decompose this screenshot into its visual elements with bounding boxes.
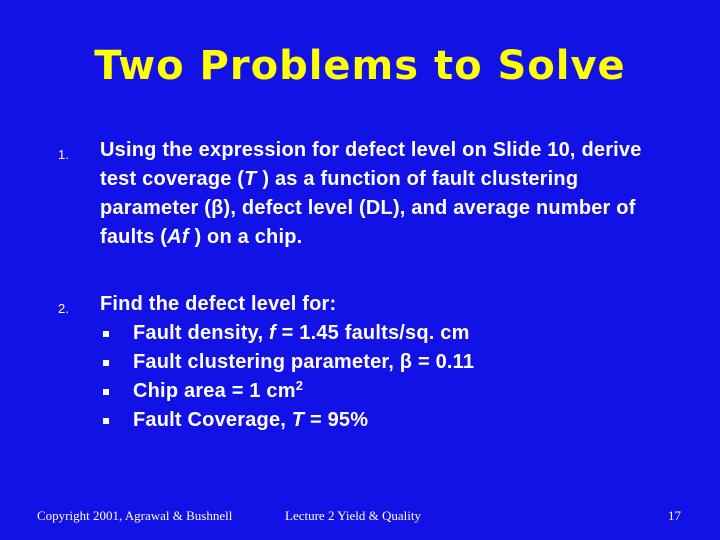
superscript: 2 bbox=[295, 378, 304, 393]
variable-T: T bbox=[291, 409, 305, 431]
variable-Af: Af bbox=[167, 226, 189, 248]
text-segment: ) on a chip. bbox=[188, 226, 303, 248]
sub-item-clustering bbox=[100, 348, 680, 377]
sub-text: Chip area = 1 cm bbox=[133, 380, 296, 402]
square-bullet-icon bbox=[103, 331, 109, 337]
footer-lecture: Lecture 2 Yield & Quality bbox=[285, 508, 421, 523]
sub-item-coverage bbox=[100, 406, 680, 435]
problem-item-2 bbox=[58, 290, 680, 435]
item-number: 2. bbox=[58, 301, 70, 316]
sub-text: = 1.45 faults/sq. cm bbox=[275, 322, 470, 344]
item-lead: Find the defect level for: bbox=[100, 293, 337, 315]
footer-copyright: Copyright 2001, Agrawal & Bushnell bbox=[37, 508, 233, 523]
sub-item-chip-area bbox=[100, 377, 680, 406]
sub-text: Fault density, bbox=[133, 322, 269, 344]
text-segment: Using the expression for defect level on Slide 10, derive test coverage ( bbox=[100, 139, 642, 190]
text-segment: ) as a function of fault clustering parameter (β), defect level (DL), and average number of faults ( bbox=[100, 168, 636, 248]
variable-T: T bbox=[244, 168, 257, 190]
square-bullet-icon bbox=[103, 360, 109, 366]
sub-text: Fault clustering parameter, β = 0.11 bbox=[133, 351, 475, 373]
sub-item-fault-density bbox=[100, 319, 680, 348]
item-text bbox=[100, 139, 642, 248]
problem-item-1 bbox=[58, 136, 680, 252]
variable-f: f bbox=[268, 322, 276, 344]
item-number: 1. bbox=[58, 147, 70, 162]
slide-title: Two Problems to Solve bbox=[94, 43, 626, 89]
page-number: 17 bbox=[668, 508, 681, 523]
square-bullet-icon bbox=[103, 389, 109, 395]
square-bullet-icon bbox=[103, 418, 109, 424]
sub-text: = 95% bbox=[304, 409, 369, 431]
sub-text: Fault Coverage, bbox=[133, 409, 292, 431]
